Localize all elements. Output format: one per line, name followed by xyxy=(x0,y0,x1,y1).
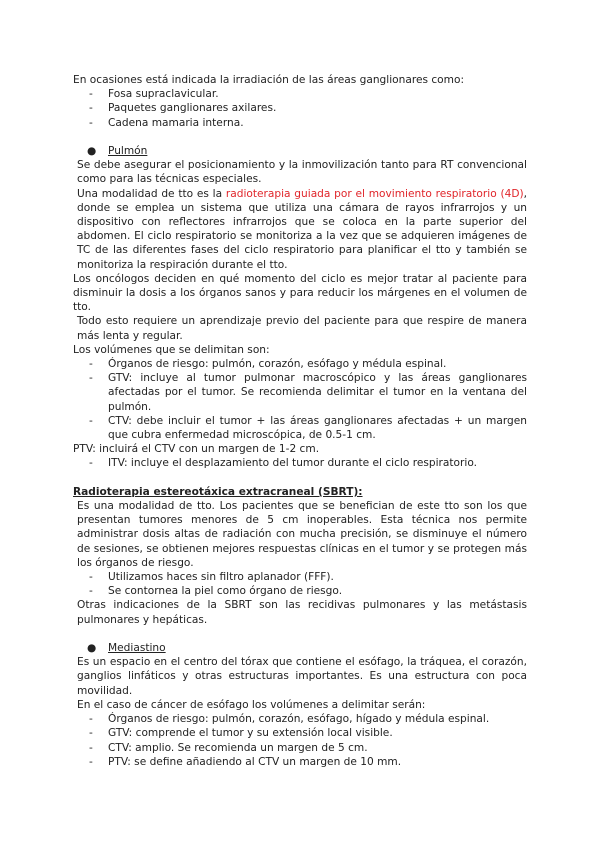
section-heading-pulmon xyxy=(73,144,527,158)
intro-paragraph: En ocasiones está indicada la irradiación de las áreas ganglionares como: xyxy=(73,74,465,86)
paragraph: Es una modalidad de tto. Los pacientes que se benefician de este tto son los que presentan tumores menores de 5 cm inoperables. Esta técnica nos permite administrar dosis altas de radiación con mucha precisión, se disminuye el número de sesiones, se obtienen mejores respuestas clínicas en el tumor y se protegen más los órganos de riesgo. xyxy=(77,500,527,569)
bullet-icon: ● xyxy=(87,145,97,157)
list-item: - Se contornea la piel como órgano de riesgo. xyxy=(73,584,527,598)
list-item: - PTV: se define añadiendo al CTV un margen de 10 mm. xyxy=(73,755,527,769)
paragraph: Los volúmenes que se delimitan son: xyxy=(73,343,270,356)
highlighted-term: radioterapia guiada por el movimiento respiratorio (4D) xyxy=(225,187,524,200)
list-item: - Cadena mamaria interna. xyxy=(73,116,527,130)
list-item: - CTV: debe incluir el tumor + las áreas ganglionares afectadas + un margen que cubra enfermedad microscópica, de 0.5-1 cm. xyxy=(73,414,527,442)
paragraph: Otras indicaciones de la SBRT son las recidivas pulmonares y las metástasis pulmonares y hepáticas. xyxy=(77,599,527,626)
list-item: - Paquetes ganglionares axilares. xyxy=(73,101,527,115)
text-run: Una modalidad de tto es la xyxy=(77,187,226,200)
bullet-icon: ● xyxy=(87,642,97,655)
list-item: - ITV: incluye el desplazamiento del tumor durante el ciclo respiratorio. xyxy=(73,456,527,470)
list-item: - CTV: amplio. Se recomienda un margen de 5 cm. xyxy=(73,741,527,755)
list-item: - Utilizamos haces sin filtro aplanador (FFF). xyxy=(73,570,527,584)
paragraph: Los oncólogos deciden en qué momento del ciclo es mejor tratar al paciente para disminuir la dosis a los órganos sanos y para reducir los márgenes en el volumen de tto. xyxy=(73,272,527,314)
text-run: , donde se emplea un sistema que utiliza una cámara de rayos infrarrojos y un dispositivo con reflectores infrarrojos que se coloca en la parte superior del abdomen. El ciclo respiratorio se monitoriza a la vez que se adquieren imágenes de TC de las diferentes fases del ciclo respiratorio para planificar el tto y también se monitoriza la respiración durante el tto. xyxy=(77,187,527,271)
list-item: - Fosa supraclavicular. xyxy=(73,87,527,101)
intro-list xyxy=(73,87,527,130)
heading-text: Mediastino xyxy=(108,642,166,655)
paragraph: Es un espacio en el centro del tórax que contiene el esófago, la tráquea, el corazón, ganglios linfáticos y otras estructuras importantes. Es una estructura con poca movilidad. xyxy=(77,656,527,697)
heading-text: Radioterapia estereotáxica extracraneal (SBRT): xyxy=(73,485,363,498)
sbrt-heading xyxy=(73,485,527,499)
list-item: - Órganos de riesgo: pulmón, corazón, esófago, hígado y médula espinal. xyxy=(73,712,527,726)
heading-text: Pulmón xyxy=(108,145,148,157)
paragraph: Todo esto requiere un aprendizaje previo del paciente para que respire de manera más lenta y regular. xyxy=(77,315,527,342)
document-page xyxy=(73,73,527,769)
paragraph: PTV: incluirá el CTV con un margen de 1-2 cm. xyxy=(73,443,320,456)
itv-list xyxy=(73,456,527,470)
section-heading-mediastino xyxy=(73,641,527,655)
list-item: - GTV: comprende el tumor y su extensión local visible. xyxy=(73,726,527,740)
list-item: - GTV: incluye al tumor pulmonar macroscópico y las áreas ganglionares afectadas por el tumor. Se recomienda delimitar el tumor en la ventana del pulmón. xyxy=(73,371,527,414)
paragraph: En el caso de cáncer de esófago los volúmenes a delimitar serán: xyxy=(77,698,426,711)
volumes-list xyxy=(73,357,527,442)
sbrt-list xyxy=(73,570,527,598)
mediastino-list xyxy=(73,712,527,769)
paragraph-4d xyxy=(73,187,527,272)
list-item: - Órganos de riesgo: pulmón, corazón, esófago y médula espinal. xyxy=(73,357,527,371)
paragraph: Se debe asegurar el posicionamiento y la inmovilización tanto para RT convencional como para las técnicas especiales. xyxy=(77,159,527,186)
